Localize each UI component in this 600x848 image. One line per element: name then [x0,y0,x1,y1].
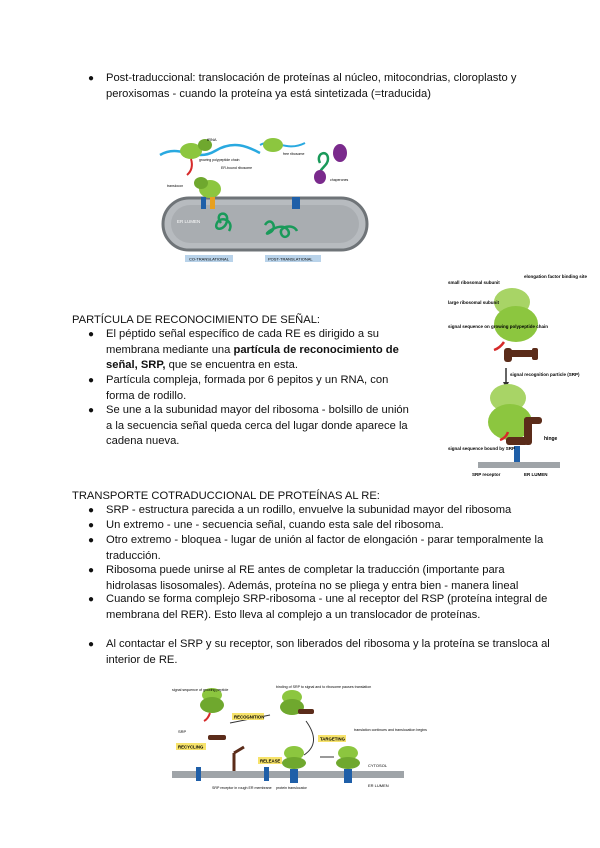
fig2-small: small ribosomal subunit [448,280,500,285]
chaperone-2 [314,170,326,184]
bullet-dot: ● [88,329,95,340]
ribosome-a-large [200,697,224,713]
srp-free-arm [532,348,538,360]
fig2-lumen: ER LUMEN [524,472,548,477]
bullet-text: Al contactar el SRP y su receptor, son liberados del ribosoma y la proteína se transloca al interior de RE. [106,638,550,666]
signal-seq-1 [494,342,504,350]
bullet-text [88,327,413,374]
free-ribosome [263,138,283,152]
cotrans-bullet-2 [88,518,558,534]
fig2-large: large ribosomal subunit [448,300,500,305]
b1-pre: El péptido señal específico de cada RE es dirigido a su membrana mediante una [106,328,380,356]
translocator-d [344,769,352,783]
srp-bullet-3 [88,403,413,450]
fig1-co-label: CO-TRANSLATIONAL [189,256,229,262]
bullet-text: Ribosoma puede unirse al RE antes de completar la traducción (importante para hidrolasas lisosomales). Además, proteína no se pliega y entra bien - manera lineal [106,564,519,592]
fig3-translocator: protein translocator [276,786,307,790]
fig3-lumen: ER LUMEN [368,783,389,788]
fig3-right: translation continues and translocation begins [354,728,427,732]
fig1-trna: tRNA [207,137,217,142]
bullet-text: SRP - estructura parecida a un rodillo, envuelve la subunidad mayor del ribosoma [106,504,512,516]
cotrans-bullet-4 [88,563,558,594]
fig1-er-bound: ER-bound ribosome [221,166,253,170]
figure-srp [448,272,587,480]
bullet-dot: ● [88,375,95,386]
fig3-srp: SRP [178,729,187,734]
srp-b [298,709,314,714]
fig3-recognition: RECOGNITION [234,714,265,720]
fig3-cytosol: CYTOSOL [368,763,388,768]
cotranslational-section-title: TRANSPORTE COTRADUCCIONAL DE PROTEÍNAS AL RE: [72,490,380,502]
fig1-er-lumen: ER LUMEN [177,219,201,224]
translocon-left [201,197,206,209]
ribosome-d-large [336,757,360,769]
fig2-elongation: elongation factor binding site [524,274,587,279]
fig1-growing: growing polypeptide chain [199,158,240,162]
fig3-top: binding of SRP to signal and to ribosome pauses translation [276,685,372,689]
srp-section-title: PARTÍCULA DE RECONOCIMIENTO DE SEÑAL: [72,314,321,326]
bullet-dot: ● [88,565,95,576]
fig1-translocon: translocon [167,184,184,188]
bullet-dot: ● [88,73,95,84]
fig3-recycling: RECYCLING [178,744,204,750]
cotrans-bullet-3 [88,533,558,564]
fig3-receptor: SRP receptor in rough ER membrane [212,786,272,790]
bullet-dot: ● [88,594,95,605]
fig3-release: RELEASE [260,758,281,764]
srp-receptor-a [196,767,201,781]
bullet-text: Se une a la subunidad mayor del ribosoma - bolsillo de unión a la secuencia señal queda cerca del lugar donde aparece la cadena nueva. [106,404,409,447]
b1-post: que se encuentra en esta. [165,359,298,371]
cotrans-bullet-6 [88,637,558,668]
figure-srp-cycle [172,683,427,795]
figure-translocation [155,133,375,268]
bullet-text: Post-traduccional: translocación de proteínas al núcleo, mitocondrias, cloroplasto y peroxisomas - cuando la proteína ya está sintetizada (=traducida) [106,72,517,100]
cotrans-bullet-5 [88,592,558,623]
fig2-bound: signal sequence bound by SRP [448,446,516,451]
b1-bold: partícula de reconocimiento de señal, SRP, [106,343,399,371]
post-translational-bullet [88,71,528,102]
bullet-text: Cuando se forma complejo SRP-ribosoma - une al receptor del RSP (proteína integral de membrana del RER). Esto lleva al complejo a un translocador de proteínas. [106,593,548,621]
post-translocon [292,197,300,209]
bullet-dot: ● [88,535,95,546]
translocator-c [290,769,298,783]
er-bound-ribosome-small [194,177,208,189]
srp-c [234,747,244,771]
bullet-text: Partícula compleja, formada por 6 pepitos y un RNA, con forma de rodillo. [106,374,389,402]
fig3-targeting: TARGETING [320,736,345,742]
fig2-hinge: hinge [544,436,558,442]
srp-bullet-2 [88,373,413,404]
bullet-dot: ● [88,405,95,416]
growing-chain-1 [187,159,192,175]
ribosome-c-large [282,757,306,769]
bullet-text: Otro extremo - bloquea - lugar de unión al factor de elongación - parar temporalmente la traducción. [106,534,544,562]
cotrans-bullet-1 [88,503,558,519]
signal-a [204,713,210,721]
fig2-srp: signal recognition particle (SRP) [510,372,580,377]
arrow-targeting [304,721,314,755]
fig1-free: free ribosome [283,152,305,156]
bullet-text: Un extremo - une - secuencia señal, cuando esta sale del ribosoma. [106,519,444,531]
fig1-post-label: POST-TRANSLATIONAL [268,256,313,262]
translocon-right [210,197,215,209]
srp-a [208,735,226,740]
srp-bound-top [524,417,542,424]
fig1-chaperones: chaperones [330,178,349,182]
srp-receptor-b [264,767,269,781]
fig3-signal: signal sequence of growing peptide [172,688,229,692]
srp-bound-body [506,437,528,445]
chaperone-1 [333,144,347,162]
srp-bullet-1 [88,327,413,374]
srp-free-end [504,348,512,362]
er-membrane [478,462,560,468]
fig2-signal: signal sequence on growing polypeptide chain [448,324,549,329]
bullet-dot: ● [88,505,95,516]
bullet-dot: ● [88,639,95,650]
bullet-dot: ● [88,520,95,531]
fig2-receptor: SRP receptor [472,472,501,477]
er-membrane [172,771,404,778]
